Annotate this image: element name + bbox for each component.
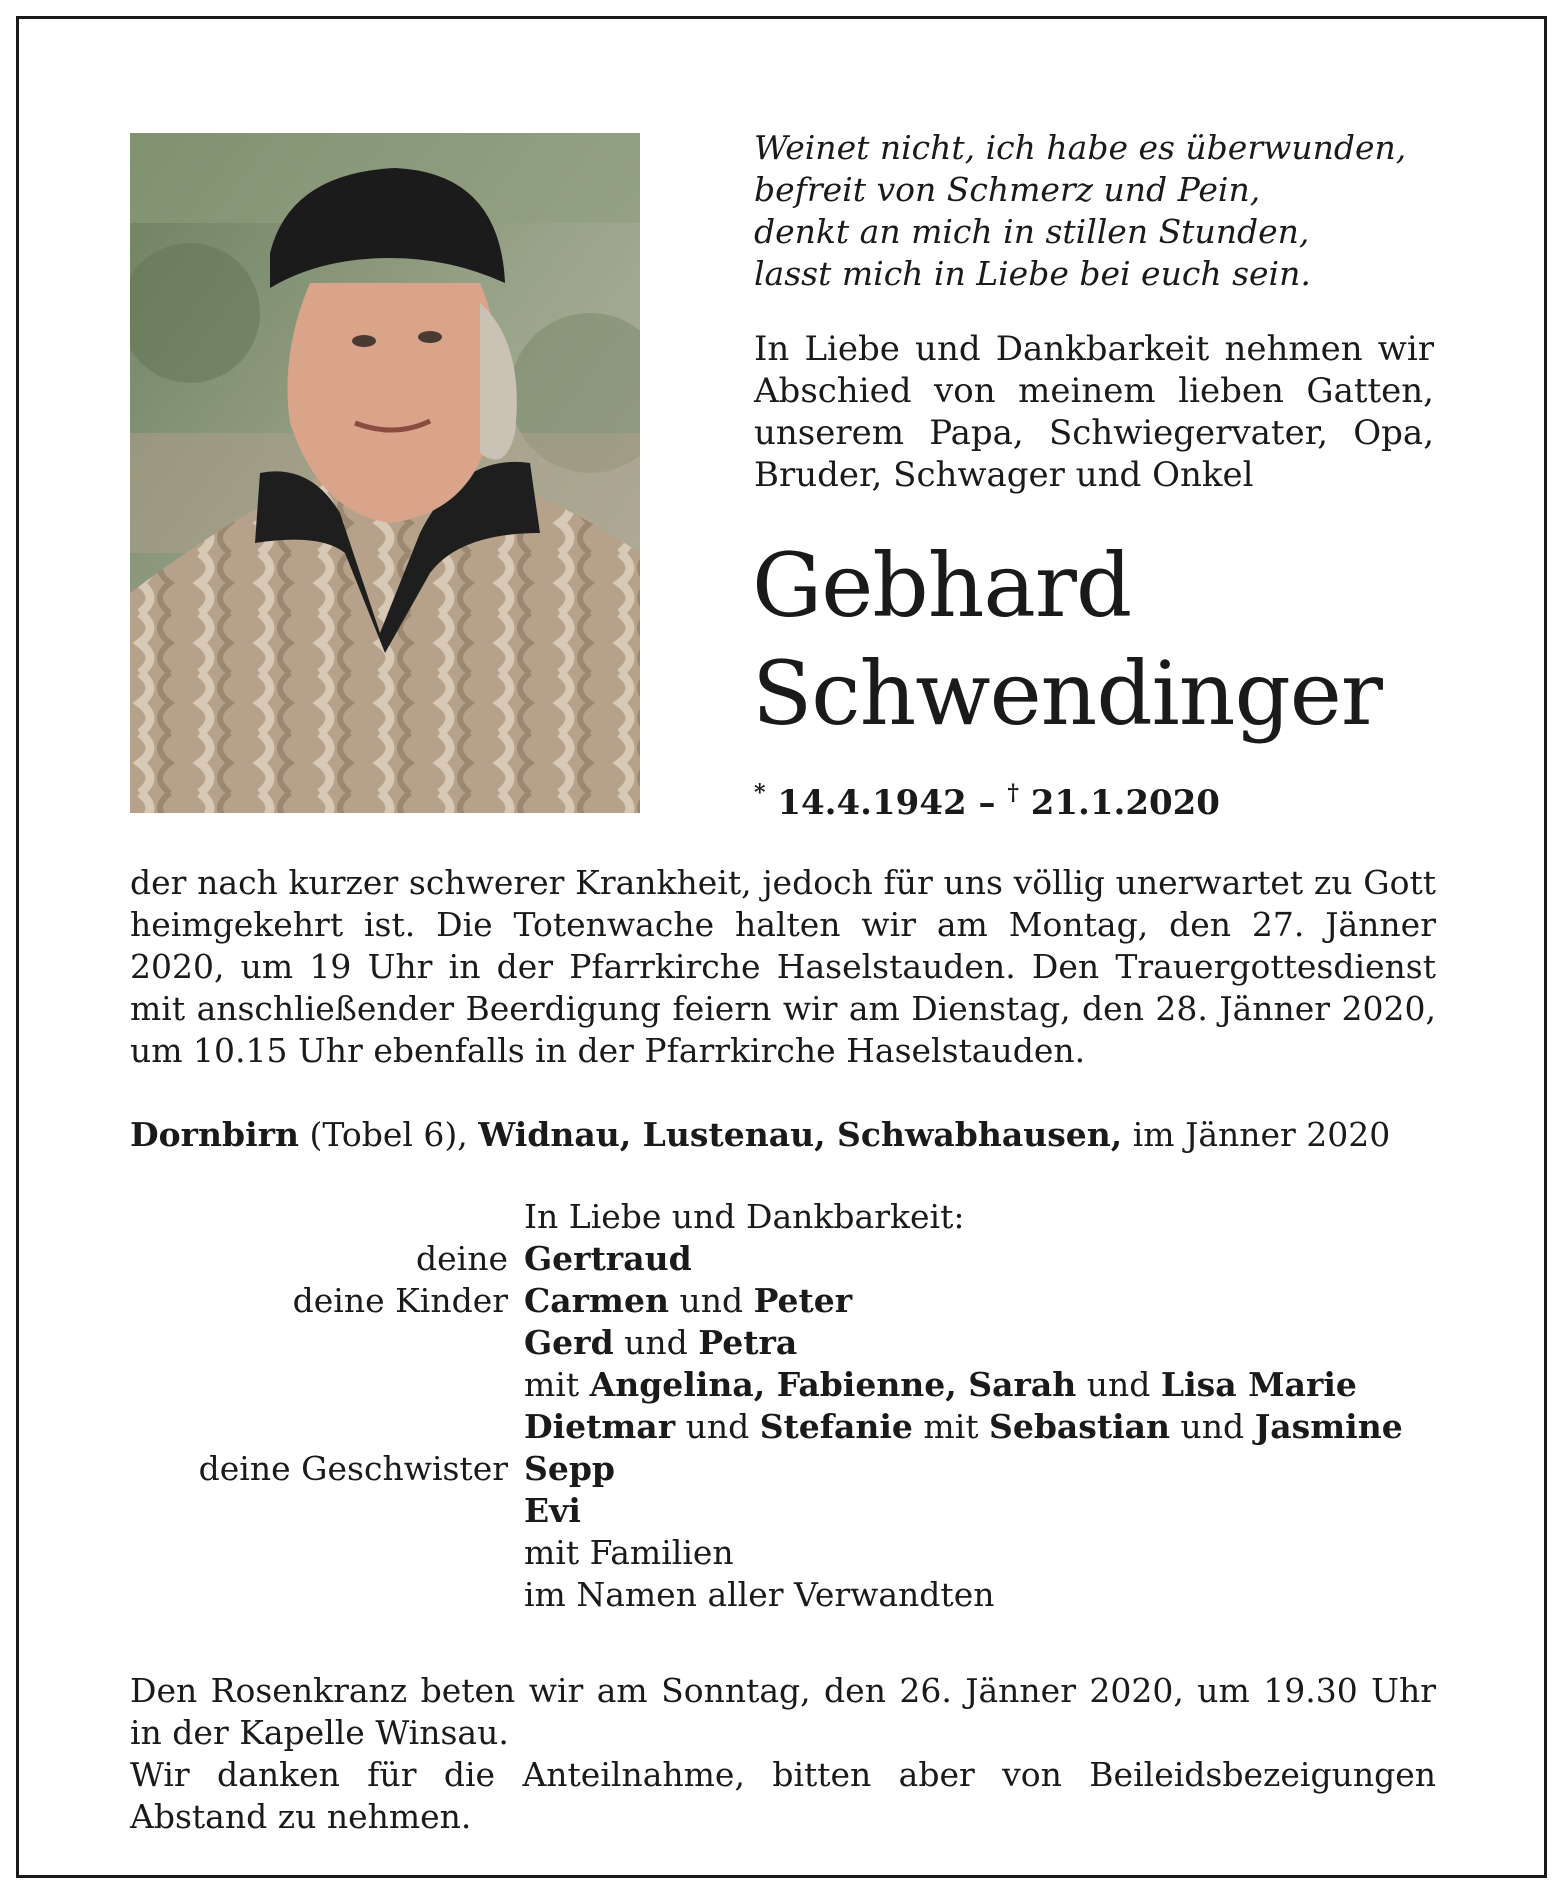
signers-heading: In Liebe und Dankbarkeit: [524, 1197, 965, 1236]
grandchildren-row [130, 1364, 1450, 1406]
children-row [130, 1280, 1450, 1322]
child-name: Gerd [524, 1323, 614, 1362]
mit-word: mit [524, 1365, 580, 1404]
poem-line: lasst mich in Liebe bei euch sein. [754, 254, 1311, 293]
death-date: 21.1.2020 [1030, 783, 1220, 823]
date-dash: – [978, 783, 996, 823]
families-row [130, 1532, 1450, 1574]
children-row [130, 1322, 1450, 1364]
portrait-photo [130, 133, 640, 813]
child-name: Petra [698, 1323, 798, 1362]
und-word: und [1180, 1407, 1245, 1446]
first-name: Gebhard [752, 534, 1132, 637]
und-word: und [685, 1407, 750, 1446]
child-name: Stefanie [759, 1407, 913, 1446]
wife-label: deine [416, 1239, 508, 1278]
sibling-name: Evi [524, 1491, 581, 1530]
poem-line: denkt an mich in stillen Stunden, [754, 212, 1310, 251]
grandchild-name: Lisa Marie [1160, 1365, 1357, 1404]
intro-text: In Liebe und Dankbarkeit nehmen wir Abschied von meinem lieben Gatten, unserem Papa, Schwiegervater, Opa, Bruder, Schwager und Onkel [754, 329, 1434, 495]
children-label: deine Kinder [292, 1281, 508, 1320]
children-row [130, 1406, 1450, 1448]
siblings-row [130, 1490, 1450, 1532]
und-word: und [624, 1323, 688, 1362]
footer-text [130, 1670, 1436, 1838]
families-text: mit Familien [524, 1533, 734, 1572]
place-address: (Tobel 6), [309, 1115, 468, 1154]
signers-heading-row [130, 1196, 1450, 1238]
birth-date: 14.4.1942 [777, 783, 967, 823]
deceased-name [752, 532, 1382, 748]
poem-line: Weinet nicht, ich habe es überwunden, [754, 128, 1407, 167]
wife-name: Gertraud [524, 1239, 692, 1278]
siblings-label: deine Geschwister [198, 1449, 508, 1488]
relatives-text: im Namen aller Verwandten [524, 1575, 995, 1614]
last-name: Schwendinger [752, 642, 1382, 745]
grandchild-names: Angelina, Fabienne, Sarah [589, 1365, 1077, 1404]
place-line [130, 1115, 1450, 1154]
place-others: Widnau, Lustenau, Schwabhausen, [478, 1115, 1123, 1154]
child-name: Dietmar [524, 1407, 676, 1446]
birth-mark: * [754, 780, 766, 806]
place-date: im Jänner 2020 [1132, 1115, 1391, 1154]
sibling-name: Sepp [524, 1449, 615, 1488]
place-city: Dornbirn [130, 1115, 299, 1154]
wife-row [130, 1238, 1450, 1280]
death-mark: † [1007, 780, 1019, 806]
rosary-note: Den Rosenkranz beten wir am Sonntag, den 26. Jänner 2020, um 19.30 Uhr in der Kapelle Winsau. [130, 1671, 1436, 1752]
poem [754, 127, 1454, 295]
life-dates [754, 780, 1220, 823]
funeral-details: der nach kurzer schwerer Krankheit, jedoch für uns völlig unerwartet zu Gott heimgekehrt ist. Die Totenwache halten wir am Montag, den 27. Jänner 2020, um 19 Uhr in der Pfarrkirche Haselstauden. Den Trauergottesdienst mit anschließender Beerdigung feiern wir am Dienstag, den 28. Jänner 2020, um 10.15 Uhr ebenfalls in der Pfarrkirche Haselstauden. [130, 863, 1436, 1070]
child-name: Carmen [524, 1281, 669, 1320]
und-word: und [679, 1281, 744, 1320]
mourners-list [130, 1196, 1450, 1616]
grandchild-name: Jasmine [1254, 1407, 1403, 1446]
relatives-row [130, 1574, 1450, 1616]
und-word: und [1086, 1365, 1151, 1404]
siblings-row [130, 1448, 1450, 1490]
mit-word: mit [923, 1407, 979, 1446]
poem-line: befreit von Schmerz und Pein, [754, 170, 1261, 209]
condolence-note: Wir danken für die Anteilnahme, bitten aber von Beileidsbezeigungen Abstand zu nehmen. [130, 1755, 1436, 1836]
child-name: Peter [753, 1281, 853, 1320]
grandchild-name: Sebastian [989, 1407, 1171, 1446]
